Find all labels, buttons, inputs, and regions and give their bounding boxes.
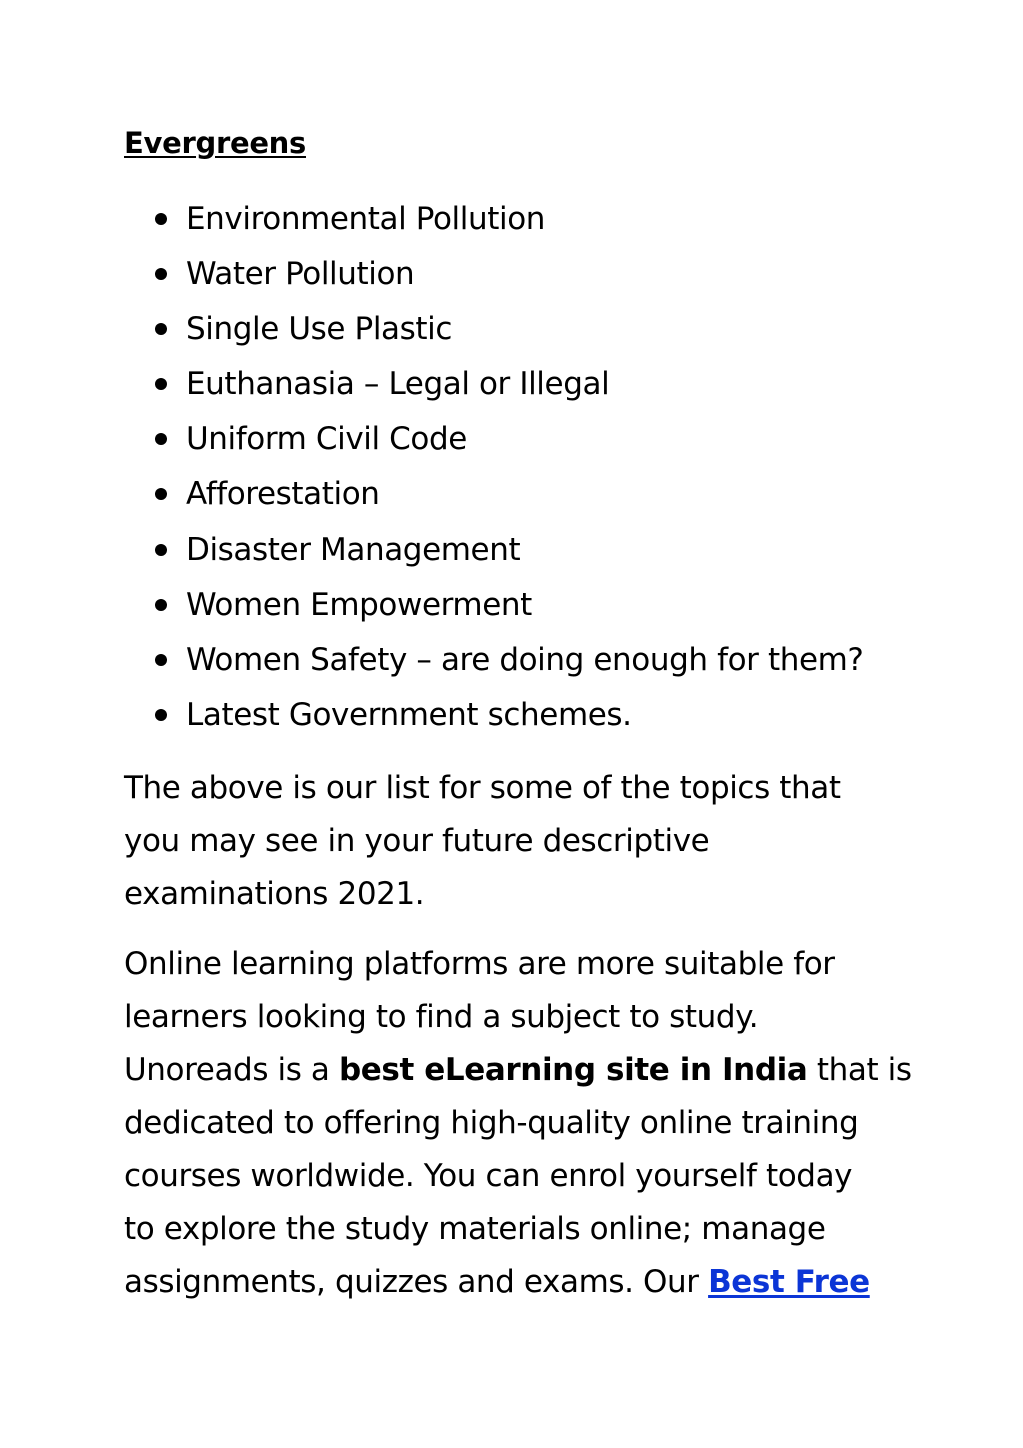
bullet-icon xyxy=(155,599,167,611)
bullet-icon xyxy=(155,488,167,500)
paragraph-line: courses worldwide. You can enrol yourself today xyxy=(124,1158,853,1194)
list-item-text: Water Pollution xyxy=(186,256,415,293)
paragraph-line xyxy=(124,1256,904,1309)
best-free-link[interactable]: Best Free xyxy=(708,1264,870,1300)
bullet-icon xyxy=(155,378,167,390)
bullet-icon xyxy=(155,268,167,280)
bullet-icon xyxy=(155,709,167,721)
paragraph-text: that is xyxy=(807,1052,912,1088)
list-item-text: Women Empowerment xyxy=(186,586,532,623)
bullet-icon xyxy=(155,323,167,335)
list-item-text: Women Safety – are doing enough for them? xyxy=(186,641,864,678)
paragraph-line: to explore the study materials online; manage xyxy=(124,1211,826,1247)
bullet-icon xyxy=(155,433,167,445)
list-item-text: Disaster Management xyxy=(186,531,521,568)
paragraph-text: Unoreads is a xyxy=(124,1052,339,1088)
paragraph-line: dedicated to offering high-quality online training xyxy=(124,1105,859,1141)
paragraph-line: learners looking to find a subject to study. xyxy=(124,999,759,1035)
list-item-text: Uniform Civil Code xyxy=(186,421,467,458)
paragraph-text: assignments, quizzes and exams. Our xyxy=(124,1264,709,1300)
list-item-text: Environmental Pollution xyxy=(186,201,546,237)
paragraph-line: you may see in your future descriptive xyxy=(124,823,710,859)
list-item-text: Euthanasia – Legal or Illegal xyxy=(186,366,610,403)
paragraph-line: examinations 2021. xyxy=(124,876,425,912)
paragraph-line: Online learning platforms are more suitable for xyxy=(124,946,835,982)
bullet-icon xyxy=(155,544,167,556)
topics-summary-paragraph xyxy=(124,762,884,921)
list-item-text: Single Use Plastic xyxy=(186,311,452,348)
paragraph-line: The above is our list for some of the topics that xyxy=(124,770,841,806)
bold-phrase: best eLearning site in India xyxy=(339,1052,808,1088)
paragraph-line xyxy=(124,1044,912,1097)
list-item-text: Afforestation xyxy=(186,476,380,513)
bullet-icon xyxy=(155,654,167,666)
list-item-text: Latest Government schemes. xyxy=(186,696,632,733)
bullet-icon xyxy=(155,213,167,225)
section-heading: Evergreens xyxy=(124,126,306,160)
elearning-paragraph xyxy=(124,938,912,1309)
